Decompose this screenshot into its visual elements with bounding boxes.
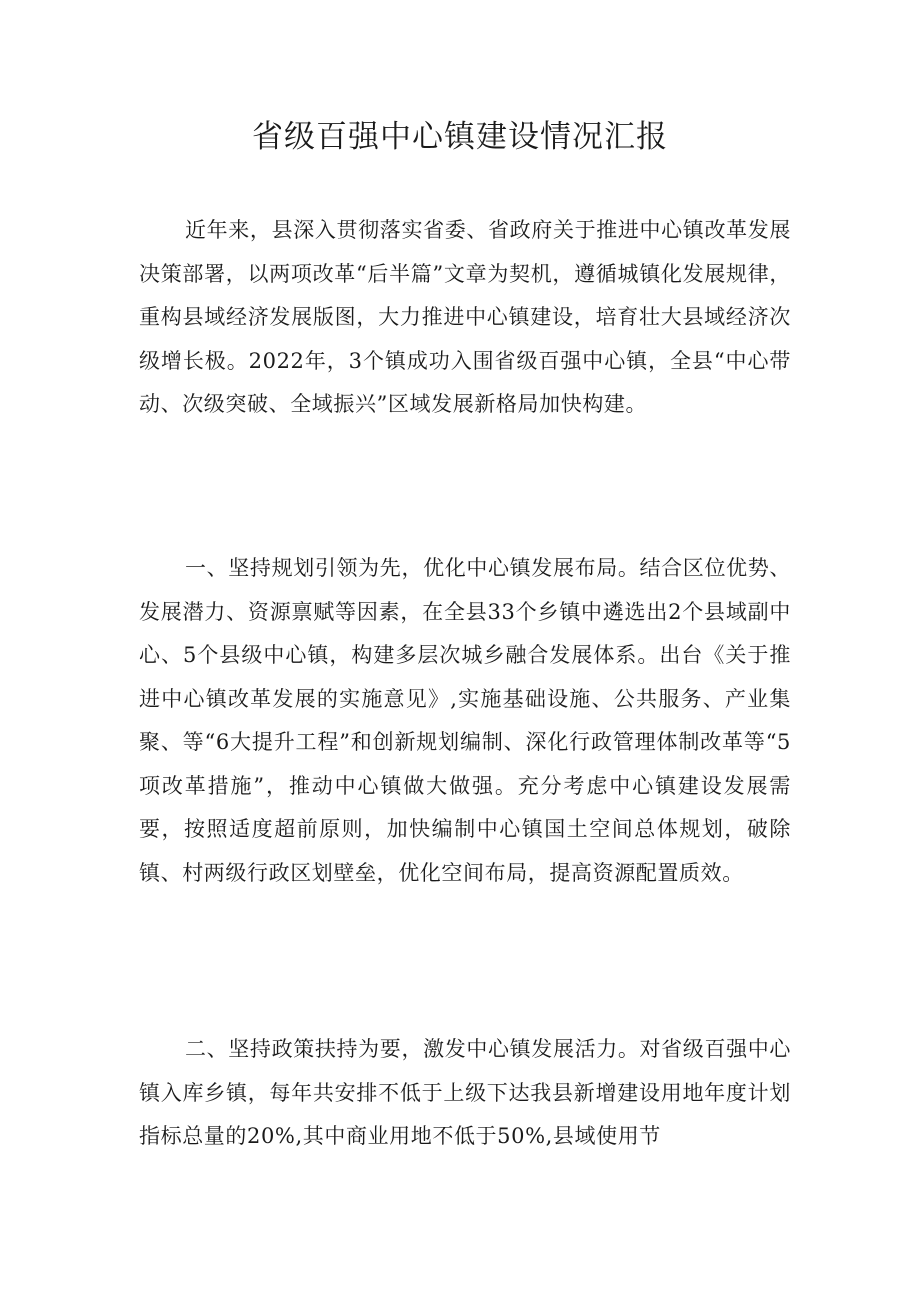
paragraph-section-2: 二、坚持政策扶持为要，激发中心镇发展活力。对省级百强中心镇入库乡镇，每年共安排不低于上级下达我县新增建设用地年度计划指标总量的20%,其中商业用地不低于50%,县域使用节 [139, 1037, 791, 1148]
paragraph-intro: 近年来，县深入贯彻落实省委、省政府关于推进中心镇改革发展决策部署，以两项改革“后半篇”文章为契机，遵循城镇化发展规律，重构县域经济发展版图，大力推进中心镇建设，培育壮大县域经济次级增长极。2022年，3个镇成功入围省级百强中心镇，全县“中心带动、次级突破、全域振兴”区域发展新格局加快构建。 [139, 218, 791, 416]
paragraph-section-1: 一、坚持规划引领为先，优化中心镇发展布局。结合区位优势、发展潜力、资源禀赋等因素，在全县33个乡镇中遴选出2个县域副中心、5个县级中心镇，构建多层次城乡融合发展体系。出台《关于推进中心镇改革发展的实施意见》,实施基础设施、公共服务、产业集聚、等“6大提升工程”和创新规划编制、深化行政管理体制改革等“5项改革措施”，推动中心镇做大做强。充分考虑中心镇建设发展需要，按照适度超前原则，加快编制中心镇国土空间总体规划，破除镇、村两级行政区划壁垒，优化空间布局，提高资源配置质效。 [139, 556, 791, 885]
document-title: 省级百强中心镇建设情况汇报 [252, 119, 668, 155]
